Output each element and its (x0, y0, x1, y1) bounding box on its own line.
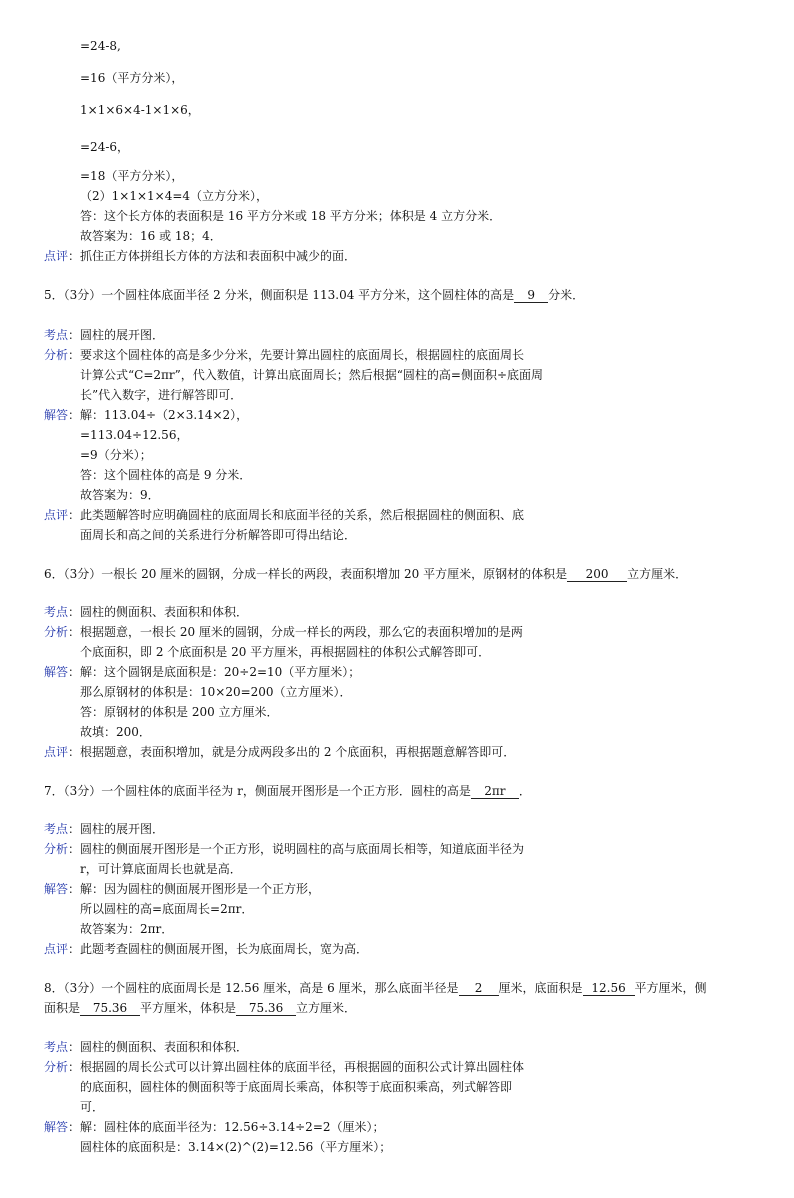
question-stem-text: 6．（3分）一根长 20 厘米的圆钢，分成一样长的两段，表面积增加 20 平方厘米，原钢材的体积是 (44, 567, 568, 581)
jieda-text: =113.04÷12.56， (80, 428, 189, 442)
answer-blank: 9 (514, 288, 548, 303)
jieda-label: 解答 (44, 665, 69, 679)
question-6-stem (44, 566, 687, 582)
jieda-text: 故答案为：9． (80, 488, 160, 502)
jieda-text: ：解：113.04÷（2×3.14×2）， (68, 408, 249, 422)
question-stem-text: 5．（3分）一个圆柱体底面半径 2 分米，侧面积是 113.04 平方分米，这个圆柱体的高是 (44, 288, 515, 302)
solution-line: =16（平方分米）， (80, 71, 184, 85)
jieda-text: 那么原钢材的体积是：10×20=200（立方厘米）． (80, 685, 352, 699)
question-7-stem (44, 783, 531, 799)
question-stem-text: ． (518, 784, 531, 798)
answer-blank: 75.36 (236, 1001, 296, 1016)
question-stem-text: 立方厘米． (296, 1001, 357, 1015)
answer-line: 答：这个长方体的表面积是 16 平方分米或 18 平方分米；体积是 4 立方分米． (80, 209, 502, 223)
jieda-text: 故填：200． (80, 725, 151, 739)
answer-blank: 200 (567, 567, 627, 582)
fenxi-text: 长”代入数字，进行解答即可． (80, 388, 243, 402)
fenxi-label: 分析 (44, 842, 69, 856)
jieda-text: 故答案为：2πr． (80, 922, 174, 936)
fenxi-text: 计算公式“C=2πr”，代入数值，计算出底面周长；然后根据“圆柱的高=侧面积÷底面周 (80, 368, 544, 382)
review-label: 点评 (44, 249, 69, 263)
jieda-text: 所以圆柱的高=底面周长=2πr． (80, 902, 254, 916)
kaodian-text: ：圆柱的展开图． (68, 328, 165, 342)
dianping-text: ：此类题解答时应明确圆柱的底面周长和底面半径的关系，然后根据圆柱的侧面积、底 (68, 508, 525, 522)
question-stem-text: 平方厘米，侧 (634, 981, 707, 995)
jieda-text: 答：原钢材的体积是 200 立方厘米． (80, 705, 279, 719)
question-stem-text: 8．（3分）一个圆柱的底面周长是 12.56 厘米，高是 6 厘米，那么底面半径是 (44, 981, 459, 995)
kaodian-label: 考点 (44, 1040, 69, 1054)
fenxi-label: 分析 (44, 625, 69, 639)
dianping-label: 点评 (44, 942, 69, 956)
jieda-text: ：解：这个圆钢是底面积是：20÷2=10（平方厘米）； (68, 665, 361, 679)
dianping-text: 面周长和高之间的关系进行分析解答即可得出结论． (80, 528, 357, 542)
jieda-text: =9（分米）； (80, 448, 152, 462)
fenxi-text: 可． (80, 1100, 105, 1114)
question-5-stem (44, 287, 584, 303)
answer-blank: 2πr (471, 784, 519, 799)
answer-line: 故答案为：16 或 18；4． (80, 229, 222, 243)
dianping-text: ：根据题意，表面积增加，就是分成两段多出的 2 个底面积，再根据题意解答即可． (68, 745, 516, 759)
fenxi-text: ：圆柱的侧面展开图形是一个正方形，说明圆柱的高与底面周长相等，知道底面半径为 (68, 842, 525, 856)
answer-blank: 2 (459, 981, 499, 996)
kaodian-label: 考点 (44, 328, 69, 342)
dianping-label: 点评 (44, 508, 69, 522)
solution-line: =24-8, (80, 39, 121, 53)
question-stem-text: 分米． (548, 288, 585, 302)
kaodian-label: 考点 (44, 605, 69, 619)
dianping-label: 点评 (44, 745, 69, 759)
question-8-stem-line-2 (44, 1000, 356, 1016)
solution-line: （2）1×1×1×4=4（立方分米）， (80, 189, 269, 203)
fenxi-label: 分析 (44, 348, 69, 362)
answer-blank: 12.56 (583, 981, 635, 996)
jieda-text: ：解：因为圆柱的侧面展开图形是一个正方形， (68, 882, 321, 896)
solution-line: =24-6， (80, 140, 130, 154)
jieda-label: 解答 (44, 1120, 69, 1134)
fenxi-text: r，可计算底面周长也就是高． (80, 862, 242, 876)
jieda-text: 答：这个圆柱体的高是 9 分米． (80, 468, 252, 482)
jieda-text: 圆柱体的底面积是：3.14×(2)^(2)=12.56（平方厘米）； (80, 1140, 392, 1154)
fenxi-text: ：要求这个圆柱体的高是多少分米，先要计算出圆柱的底面周长，根据圆柱的底面周长 (68, 348, 525, 362)
jieda-text: ：解：圆柱体的底面半径为：12.56÷3.14÷2=2（厘米）； (68, 1120, 385, 1134)
answer-blank: 75.36 (80, 1001, 140, 1016)
jieda-label: 解答 (44, 882, 69, 896)
fenxi-text: ：根据圆的周长公式可以计算出圆柱体的底面半径，再根据圆的面积公式计算出圆柱体 (68, 1060, 525, 1074)
question-stem-text: 7．（3分）一个圆柱体的底面半径为 r，侧面展开图形是一个正方形．圆柱的高是 (44, 784, 471, 798)
question-stem-text: 面积是 (44, 1001, 81, 1015)
kaodian-label: 考点 (44, 822, 69, 836)
review-text: ：抓住正方体拼组长方体的方法和表面积中减少的面． (68, 249, 357, 263)
kaodian-text: ：圆柱的展开图． (68, 822, 165, 836)
question-stem-text: 平方厘米，体积是 (140, 1001, 237, 1015)
kaodian-text: ：圆柱的侧面积、表面积和体积． (68, 1040, 249, 1054)
question-stem-text: 厘米，底面积是 (498, 981, 583, 995)
fenxi-text: ：根据题意，一根长 20 厘米的圆钢，分成一样长的两段，那么它的表面积增加的是两 (68, 625, 523, 639)
fenxi-label: 分析 (44, 1060, 69, 1074)
question-8-stem-line-1 (44, 980, 707, 996)
fenxi-text: 个底面积，即 2 个底面积是 20 平方厘米，再根据圆柱的体积公式解答即可． (80, 645, 491, 659)
dianping-text: ：此题考查圆柱的侧面展开图，长为底面周长，宽为高． (68, 942, 369, 956)
solution-line: 1×1×6×4-1×1×6， (80, 103, 200, 117)
solution-line: =18（平方分米）， (80, 169, 184, 183)
question-stem-text: 立方厘米． (627, 567, 688, 581)
fenxi-text: 的底面积，圆柱体的侧面积等于底面周长乘高，体积等于底面积乘高，列式解答即 (80, 1080, 513, 1094)
jieda-label: 解答 (44, 408, 69, 422)
kaodian-text: ：圆柱的侧面积、表面积和体积． (68, 605, 249, 619)
